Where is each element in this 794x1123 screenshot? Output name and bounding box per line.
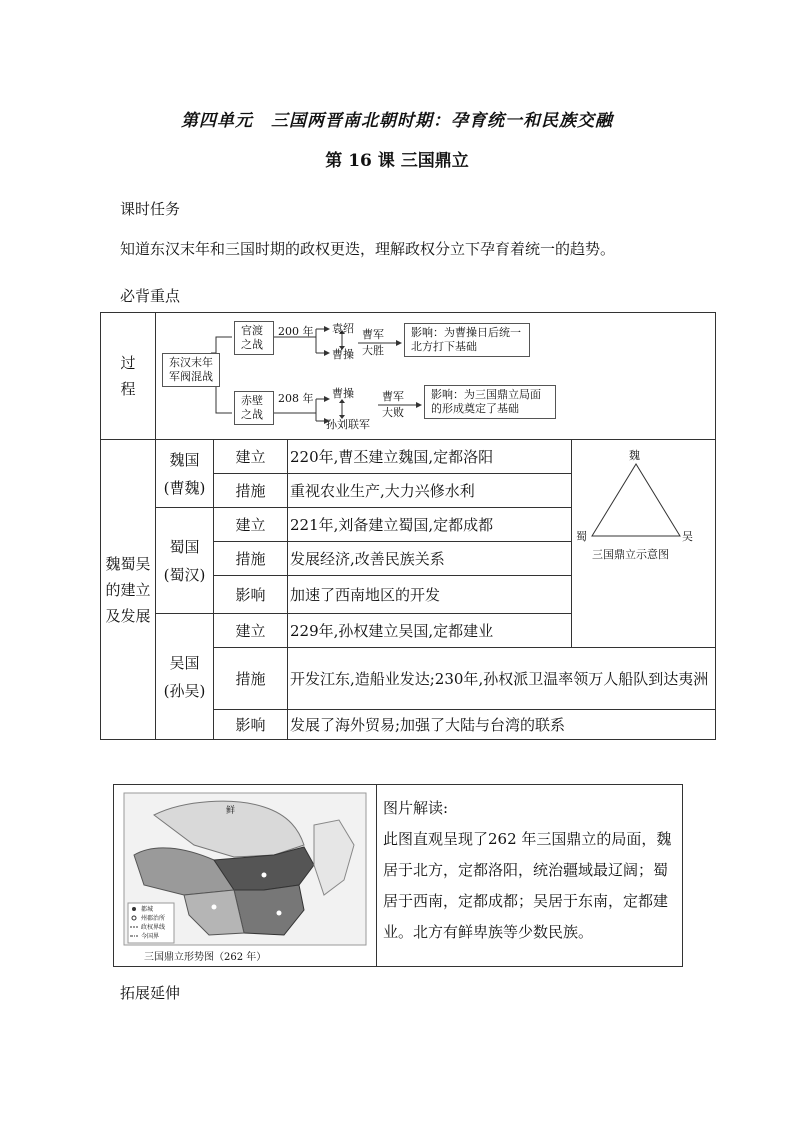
row-key: 影响: [214, 576, 288, 614]
extend-heading: 拓展延伸: [120, 984, 181, 1002]
task-text: 知道东汉末年和三国时期的政权更迭，理解政权分立下孕育着统一的趋势。: [120, 240, 616, 258]
row-key: 建立: [214, 440, 288, 474]
battle2-side-a: 曹操: [332, 387, 355, 400]
battle1-impact: 影响：为曹操日后统一北方打下基础: [404, 323, 530, 357]
triangle-top-label: 魏: [628, 449, 640, 462]
row-value: 发展了海外贸易;加强了大陆与台湾的联系: [287, 710, 715, 740]
row-key: 措施: [214, 474, 288, 508]
reading-text: 此图直观呈现了262 年三国鼎立的局面，魏居于北方，定都洛阳，统治疆域最辽阔；蜀居于西南，定都成都；吴居于东南，定都建业。北方有鲜卑族等少数民族。: [383, 830, 672, 941]
row-value: 加速了西南地区的开发: [287, 576, 571, 614]
state-wei: 魏国 (曹魏): [156, 440, 214, 508]
battle1-side-b: 曹操: [332, 348, 355, 361]
battle2-year: 208 年: [278, 392, 314, 405]
key-heading: 必背重点: [120, 287, 181, 305]
process-diagram: [156, 313, 716, 440]
map-legend-modern-border: 今国界: [141, 933, 160, 940]
row-key: 影响: [214, 710, 288, 740]
state-wu: 吴国 (孙吴): [156, 614, 214, 740]
battle1-year: 200 年: [278, 325, 314, 338]
row-value: 重视农业生产,大力兴修水利: [287, 474, 571, 508]
row-value: 221年,刘备建立蜀国,定都成都: [287, 508, 571, 542]
row-key: 措施: [214, 648, 288, 710]
row-key: 建立: [214, 614, 288, 648]
battle2-impact: 影响：为三国鼎立局面的形成奠定了基础: [424, 385, 556, 419]
unit-title: 第四单元 三国两晋南北朝时期：孕育统一和民族交融: [181, 111, 613, 131]
section-label: 魏蜀吴的建立及发展: [101, 440, 156, 740]
reading-cell: [377, 785, 682, 966]
map-reading-table: [113, 784, 683, 967]
triangle-left-label: 蜀: [575, 530, 587, 543]
origin-box: 东汉末年军阀混战: [162, 353, 220, 387]
battle2-result: 曹军大败: [382, 390, 405, 419]
reading-heading: 图片解读:: [383, 799, 449, 817]
triangle-right-label: 吴: [681, 530, 693, 543]
state-shu: 蜀国 (蜀汉): [156, 508, 214, 614]
lesson-title: 第 16 课 三国鼎立: [325, 151, 469, 171]
battle2-side-b: 孙刘联军: [326, 418, 371, 431]
row-value: 开发江东,造船业发达;230年,孙权派卫温率领万人船队到达夷洲: [287, 648, 715, 710]
battle2-box: 赤壁之战: [234, 391, 274, 425]
battle1-side-a: 袁绍: [332, 322, 355, 335]
triangle-diagram: [571, 440, 715, 648]
map-label-north: 鲜: [226, 806, 236, 816]
map-caption: 三国鼎立形势图（262 年）: [144, 952, 267, 963]
row-key: 措施: [214, 542, 288, 576]
row-value: 发展经济,改善民族关系: [287, 542, 571, 576]
map-legend-border: 政权界线: [141, 924, 166, 931]
process-label: 过 程: [101, 313, 156, 440]
row-key: 建立: [214, 508, 288, 542]
triangle-caption: 三国鼎立示意图: [591, 548, 669, 561]
map-cell: [114, 785, 377, 966]
battle1-result: 曹军大胜: [362, 328, 385, 357]
row-value: 220年,曹丕建立魏国,定都洛阳: [287, 440, 571, 474]
task-heading: 课时任务: [120, 200, 181, 218]
battle1-box: 官渡之战: [234, 321, 274, 355]
key-points-table: [100, 312, 716, 740]
map-legend-capital: 都城: [141, 906, 154, 913]
row-value: 229年,孙权建立吴国,定都建业: [287, 614, 571, 648]
map-legend-prefecture: 州郡治所: [141, 915, 166, 922]
